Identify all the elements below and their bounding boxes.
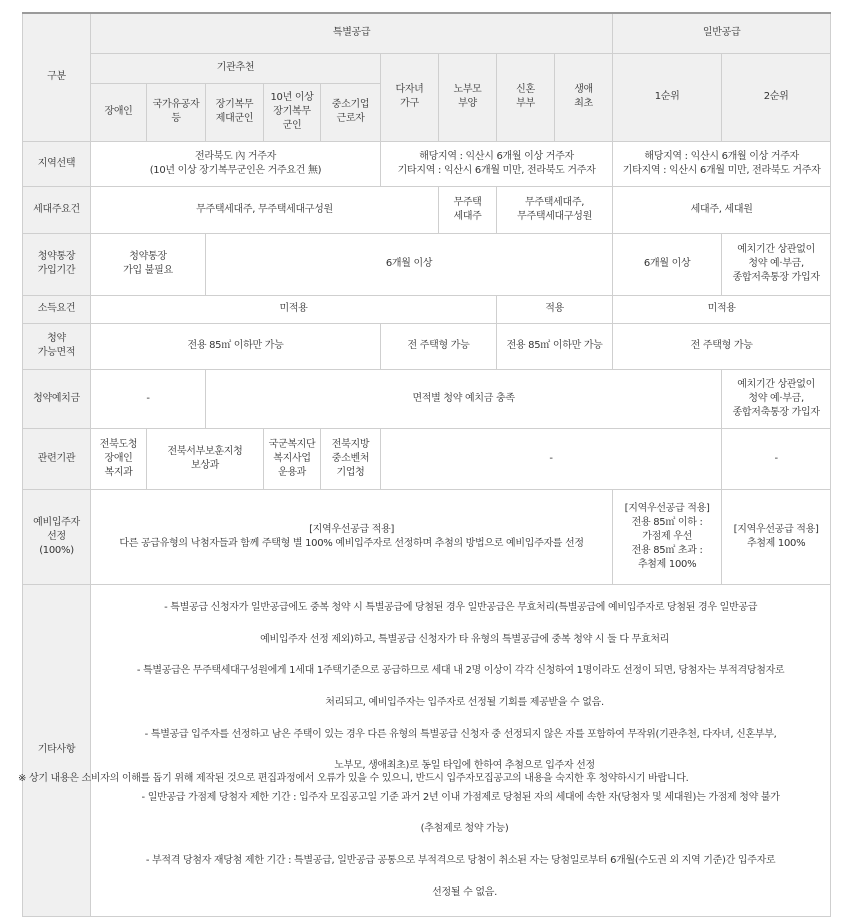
row-label-etc: 기타사항 [23, 584, 91, 917]
household-a: 무주택세대주, 무주택세대구성원 [91, 186, 439, 233]
etc-line: - 특별공급은 무주택세대구성원에게 1세대 1주택기준으로 공급하므로 세대 내 2명 이상이 각각 신청하여 1명이라도 선정이 되면, 당첨자는 부적격당첨자로 [136, 665, 785, 677]
row-area [23, 323, 831, 369]
footnote: ※ 상기 내용은 소비자의 이해를 돕기 위해 제작된 것으로 편집과정에서 오류가 있을 수 있으니, 반드시 입주자모집공고의 내용을 숙지한 후 청약하시기 바랍니다. [18, 773, 689, 784]
area-b: 전 주택형 가능 [381, 323, 497, 369]
income-c: 미적용 [613, 295, 831, 323]
deposit-disabled: - [91, 369, 206, 428]
institution-veteran: 국군복지단 복지사업 운용과 [264, 428, 321, 489]
institution-disabled: 전북도청 장애인 복지과 [91, 428, 147, 489]
row-reserve [23, 489, 831, 584]
header-disabled: 장애인 [91, 83, 147, 141]
row-institution [23, 428, 831, 489]
etc-line: - 부적격 당첨자 재당첨 제한 기간 : 특별공급, 일반공급 공통으로 부적격으로 당첨이 취소된 자는 당첨일로부터 6개월(수도권 외 지역 기준)간 입주자로 [145, 855, 776, 867]
institution-merit: 전북서부보훈지청 보상과 [147, 428, 264, 489]
row-etc [23, 584, 831, 917]
etc-line: - 특별공급 입주자를 선정하고 남은 주택이 있는 경우 다른 유형의 특별공급 신청자 중 선정되지 않은 자를 포함하여 무작위(기관추천, 다자녀, 신혼부부, [144, 728, 777, 740]
row-label-deposit: 청약예치금 [23, 369, 91, 428]
reserve-rank2: [지역우선공급 적용] 추첨제 100% [722, 489, 831, 584]
reserve-special: [지역우선공급 적용] 다른 공급유형의 낙첨자들과 함께 주택형 별 100% 예비입주자로 선정하며 추첨의 방법으로 예비입주자를 선정 [91, 489, 613, 584]
income-a: 미적용 [91, 295, 497, 323]
deposit-a: 면적별 청약 예치금 충족 [206, 369, 722, 428]
account-period-rank2: 예치기간 상관없이 청약 예·부금, 종합저축통장 가입자 [722, 233, 831, 295]
household-b: 무주택세대주, 무주택세대구성원 [497, 186, 613, 233]
header-first-home: 생애 최초 [555, 53, 613, 141]
header-national-merit: 국가유공자 등 [147, 83, 206, 141]
header-general-supply: 일반공급 [613, 13, 831, 53]
row-deposit [23, 369, 831, 428]
institution-sme: 전북지방 중소벤처 기업청 [321, 428, 381, 489]
etc-line: 노부모, 생애최초)로 동일 타입에 한하여 추첨으로 입주자 선정 [334, 760, 595, 772]
header-elderly-parent: 노부모 부양 [439, 53, 497, 141]
header-veteran-10y: 10년 이상 장기복무 군인 [264, 83, 321, 141]
institution-general: - [722, 428, 831, 489]
etc-line: - 특별공급 신청자가 일반공급에도 중복 청약 시 특별공급에 당첨된 경우 일반공급은 무효처리(특별공급에 예비입주자로 당첨된 경우 일반공급 [164, 602, 758, 614]
reserve-rank1: [지역우선공급 적용] 전용 85㎡ 이하 : 가점제 우선 전용 85㎡ 초과 : 추첨제 100% [613, 489, 722, 584]
header-multi-child: 다자녀 가구 [381, 53, 439, 141]
row-label-household: 세대주요건 [23, 186, 91, 233]
row-label-account-period: 청약통장 가입기간 [23, 233, 91, 295]
account-period-disabled: 청약통장 가입 불필요 [91, 233, 206, 295]
household-elderly: 무주택 세대주 [439, 186, 497, 233]
etc-line: (추첨제로 청약 가능) [420, 823, 509, 835]
row-household [23, 186, 831, 233]
header-sme-worker: 중소기업 근로자 [321, 83, 381, 141]
institution-special-other: - [381, 428, 722, 489]
header-rank1: 1순위 [613, 53, 722, 141]
etc-line: - 일반공급 가점제 당첨자 제한 기간 : 입주자 모집공고일 기준 과거 2년 이내 가점제로 당첨된 자의 세대에 속한 자(당첨자 및 세대원)는 가점제 청약 불가 [141, 791, 780, 803]
area-a: 전용 85㎡ 이하만 가능 [91, 323, 381, 369]
header-rank2: 2순위 [722, 53, 831, 141]
region-institution: 전라북도 內 거주자 (10년 이상 장기복무군인은 거주요건 無) [91, 141, 381, 186]
account-period-rank1: 6개월 이상 [613, 233, 722, 295]
account-period-special: 6개월 이상 [206, 233, 613, 295]
header-institution-recommendation: 기관추천 [91, 53, 381, 83]
row-account-period [23, 233, 831, 295]
area-d: 전 주택형 가능 [613, 323, 831, 369]
income-b: 적용 [497, 295, 613, 323]
row-label-reserve: 예비입주자 선정 (100%) [23, 489, 91, 584]
etc-line: 처리되고, 예비입주자는 입주자로 선정될 기회를 제공받을 수 없음. [325, 697, 604, 709]
row-label-institution: 관련기관 [23, 428, 91, 489]
etc-notes [91, 584, 831, 917]
row-label-income: 소득요건 [23, 295, 91, 323]
header-special-supply: 특별공급 [91, 13, 613, 53]
deposit-rank2: 예치기간 상관없이 청약 예·부금, 종합저축통장 가입자 [722, 369, 831, 428]
row-label-area: 청약 가능면적 [23, 323, 91, 369]
etc-line: 선정될 수 없음. [432, 886, 497, 898]
header-long-term-veteran: 장기복무 제대군인 [206, 83, 264, 141]
etc-line: 예비입주자 선정 제외)하고, 특별공급 신청자가 타 유형의 특별공급에 중복 청약 시 둘 다 무효처리 [260, 633, 670, 645]
row-region [23, 141, 831, 186]
header-newlywed: 신혼 부부 [497, 53, 555, 141]
row-label-region: 지역선택 [23, 141, 91, 186]
area-c: 전용 85㎡ 이하만 가능 [497, 323, 613, 369]
row-income [23, 295, 831, 323]
region-general: 해당지역 : 익산시 6개월 이상 거주자 기타지역 : 익산시 6개월 미만, 전라북도 거주자 [613, 141, 831, 186]
region-special-other: 해당지역 : 익산시 6개월 이상 거주자 기타지역 : 익산시 6개월 미만, 전라북도 거주자 [381, 141, 613, 186]
header-category: 구분 [23, 13, 91, 141]
household-general: 세대주, 세대원 [613, 186, 831, 233]
